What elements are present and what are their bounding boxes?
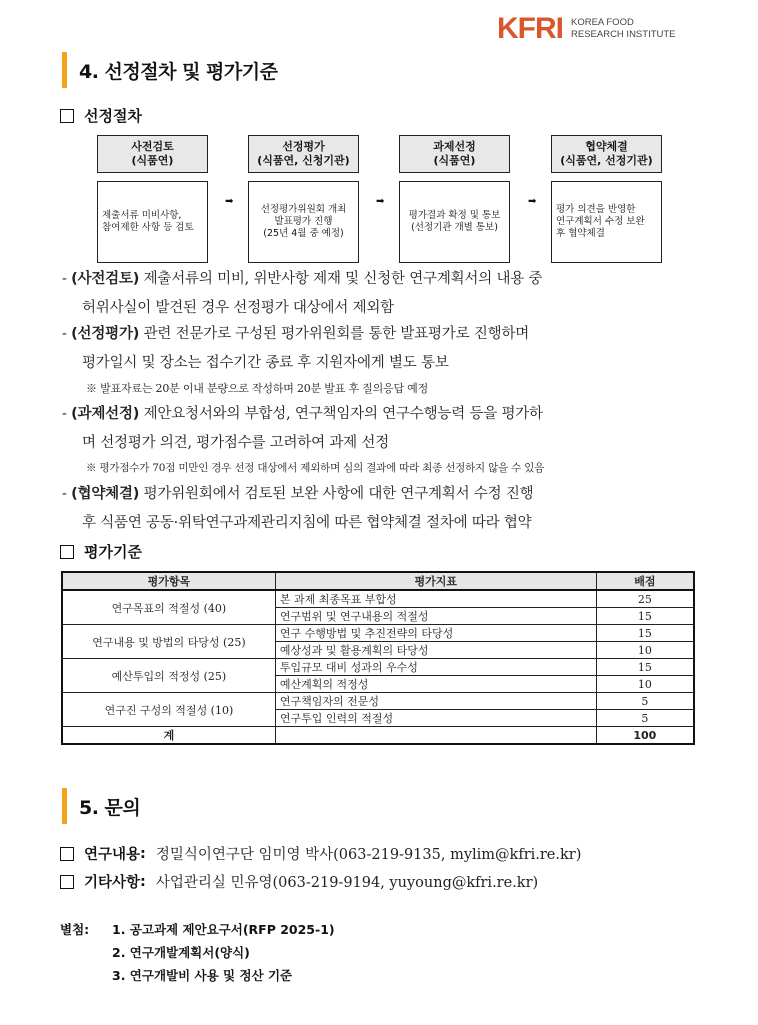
note-score-threshold: ※ 평가점수가 70점 미만인 경우 선정 대상에서 제외하며 심의 결과에 따라 최종 선정하지 않을 수 있음	[86, 462, 545, 474]
score-cell: 10	[596, 642, 694, 659]
criteria-heading-text: 평가기준	[84, 543, 142, 561]
indicator-cell: 본 과제 최종목표 부합성	[275, 590, 596, 608]
checkbox-icon	[60, 847, 74, 861]
flow-step-title: 과제선정	[433, 140, 476, 153]
evaluation-table	[61, 571, 695, 745]
procedure-item-agreement	[62, 480, 702, 538]
arrow-right-icon: ➡	[376, 196, 385, 207]
contact-other: 기타사항 : 사업관리실 민유영(063-219-9194, yuyoung@kfri.re.kr)	[60, 871, 538, 892]
flow-step-org: (식품연)	[433, 154, 476, 167]
logo-line2: RESEARCH INSTITUTE	[571, 29, 676, 40]
indicator-cell: 연구책임자의 전문성	[275, 693, 596, 710]
item-dash: -	[62, 406, 67, 422]
flow-step-screening	[97, 135, 208, 263]
table-row	[62, 625, 694, 642]
section4-title	[62, 52, 277, 88]
contact-research: 연구내용 : 정밀식이연구단 임미영 박사(063-219-9135, mylim@kfri.re.kr)	[60, 843, 581, 864]
col-header-category: 평가항목	[62, 572, 275, 590]
logo-mark: KFRI	[497, 12, 563, 45]
col-header-indicator: 평가지표	[275, 572, 596, 590]
flow-step-body	[248, 181, 359, 263]
flow-step-desc: 선정평가위원회 개최 발표평가 진행 (25년 4월 중 예정)	[260, 204, 347, 239]
flow-step-body	[97, 181, 208, 263]
flow-step-desc: 평가 의견을 반영한 연구계획서 수정 보완 후 협약체결	[556, 204, 645, 239]
item-lead: (과제선정)	[71, 406, 140, 422]
checkbox-icon	[60, 545, 74, 559]
section5-title-text: 5. 문의	[79, 796, 141, 819]
flow-step-header	[551, 135, 662, 173]
total-score-cell: 100	[596, 727, 694, 745]
attachment-item: 2. 연구개발계획서(양식)	[112, 945, 250, 960]
section4-title-text: 4. 선정절차 및 평가기준	[79, 60, 278, 83]
item-continuation: 평가일시 및 장소는 접수기간 종료 후 지원자에게 별도 통보	[82, 355, 449, 371]
item-text: 관련 전문가로 구성된 평가위원회를 통한 발표평가로 진행하며	[139, 326, 530, 342]
flow-step-title: 선정평가	[282, 140, 325, 153]
indicator-cell: 예산계획의 적정성	[275, 676, 596, 693]
flow-step-desc: 평가결과 확정 및 통보 (선정기관 개별 통보)	[408, 210, 501, 233]
category-cell: 연구내용 및 방법의 타당성 (25)	[62, 625, 275, 659]
logo-line1: KOREA FOOD	[571, 17, 634, 28]
attachment-item: 3. 연구개발비 사용 및 정산 기준	[112, 968, 293, 983]
contact-value: 사업관리실 민유영(063-219-9194, yuyoung@kfri.re.kr)	[155, 875, 539, 891]
item-dash: -	[62, 326, 67, 342]
table-row	[62, 590, 694, 608]
procedure-heading-text: 선정절차	[84, 107, 142, 125]
item-text: 제안요청서와의 부합성, 연구책임자의 연구수행능력 등을 평가하	[139, 406, 543, 422]
indicator-cell: 연구투입 인력의 적절성	[275, 710, 596, 727]
section5-title	[62, 788, 140, 824]
flow-step-org: (식품연)	[131, 154, 174, 167]
score-cell: 5	[596, 710, 694, 727]
criteria-heading	[60, 541, 142, 562]
col-header-score: 배점	[596, 572, 694, 590]
kfri-logo	[497, 14, 676, 44]
score-cell: 25	[596, 590, 694, 608]
item-dash: -	[62, 271, 67, 287]
category-cell: 연구진 구성의 적절성 (10)	[62, 693, 275, 727]
section-accent-bar	[62, 52, 67, 88]
procedure-item-screening	[62, 265, 702, 323]
flow-step-title: 사전검토	[131, 140, 174, 153]
item-continuation: 허위사실이 발견된 경우 선정평가 대상에서 제외함	[82, 300, 394, 316]
arrow-right-icon: ➡	[225, 196, 234, 207]
flow-step-header	[248, 135, 359, 173]
score-cell: 15	[596, 659, 694, 676]
total-label-cell: 계	[62, 727, 275, 745]
item-continuation: 며 선정평가 의견, 평가점수를 고려하여 과제 선정	[82, 435, 390, 451]
table-total-row	[62, 727, 694, 745]
procedure-item-selection	[62, 400, 702, 458]
item-text: 평가위원회에서 검토된 보완 사항에 대한 연구계획서 수정 진행	[139, 486, 534, 502]
score-cell: 5	[596, 693, 694, 710]
flow-step-body	[399, 181, 510, 263]
indicator-cell: 연구 수행방법 및 추진전략의 타당성	[275, 625, 596, 642]
score-cell: 10	[596, 676, 694, 693]
category-cell: 예산투입의 적정성 (25)	[62, 659, 275, 693]
indicator-cell: 연구범위 및 연구내용의 적절성	[275, 608, 596, 625]
item-lead: (선정평가)	[71, 326, 140, 342]
indicator-cell: 투입규모 대비 성과의 우수성	[275, 659, 596, 676]
flow-step-header	[97, 135, 208, 173]
total-empty-cell	[275, 727, 596, 745]
contact-value: 정밀식이연구단 임미영 박사(063-219-9135, mylim@kfri.re.kr)	[155, 847, 582, 863]
flow-step-selection	[399, 135, 510, 263]
item-dash: -	[62, 486, 67, 502]
flow-step-agreement	[551, 135, 662, 263]
attachments-label: 별첨:	[60, 922, 90, 937]
item-text: 제출서류의 미비, 위반사항 제재 및 신청한 연구계획서의 내용 중	[139, 271, 543, 287]
contact-label: 기타사항	[84, 875, 141, 891]
section-accent-bar	[62, 788, 67, 824]
logo-text	[571, 17, 676, 41]
flow-step-header	[399, 135, 510, 173]
procedure-heading	[60, 105, 142, 126]
note-presentation: ※ 발표자료는 20분 이내 분량으로 작성하며 20분 발표 후 질의응답 예정	[86, 382, 429, 395]
score-cell: 15	[596, 608, 694, 625]
table-row	[62, 659, 694, 676]
indicator-cell: 예상성과 및 활용계획의 타당성	[275, 642, 596, 659]
item-lead: (협약체결)	[71, 486, 140, 502]
score-cell: 15	[596, 625, 694, 642]
table-header-row	[62, 572, 694, 590]
category-cell: 연구목표의 적절성 (40)	[62, 590, 275, 625]
flow-step-evaluation	[248, 135, 359, 263]
table-row	[62, 693, 694, 710]
flow-step-desc: 제출서류 미비사항, 참여제한 사항 등 검토	[102, 210, 194, 233]
item-continuation: 후 식품연 공동·위탁연구과제관리지침에 따른 협약체결 절차에 따라 협약	[82, 515, 532, 531]
flow-step-org: (식품연, 선정기관)	[560, 154, 653, 167]
flow-step-title: 협약체결	[585, 140, 628, 153]
contact-label: 연구내용	[84, 847, 141, 863]
procedure-item-evaluation	[62, 320, 702, 378]
flow-step-body	[551, 181, 662, 263]
arrow-right-icon: ➡	[528, 196, 537, 207]
checkbox-icon	[60, 875, 74, 889]
checkbox-icon	[60, 109, 74, 123]
item-lead: (사전검토)	[71, 271, 140, 287]
attachment-item: 1. 공고과제 제안요구서(RFP 2025-1)	[112, 922, 335, 937]
flow-step-org: (식품연, 신청기관)	[257, 154, 350, 167]
